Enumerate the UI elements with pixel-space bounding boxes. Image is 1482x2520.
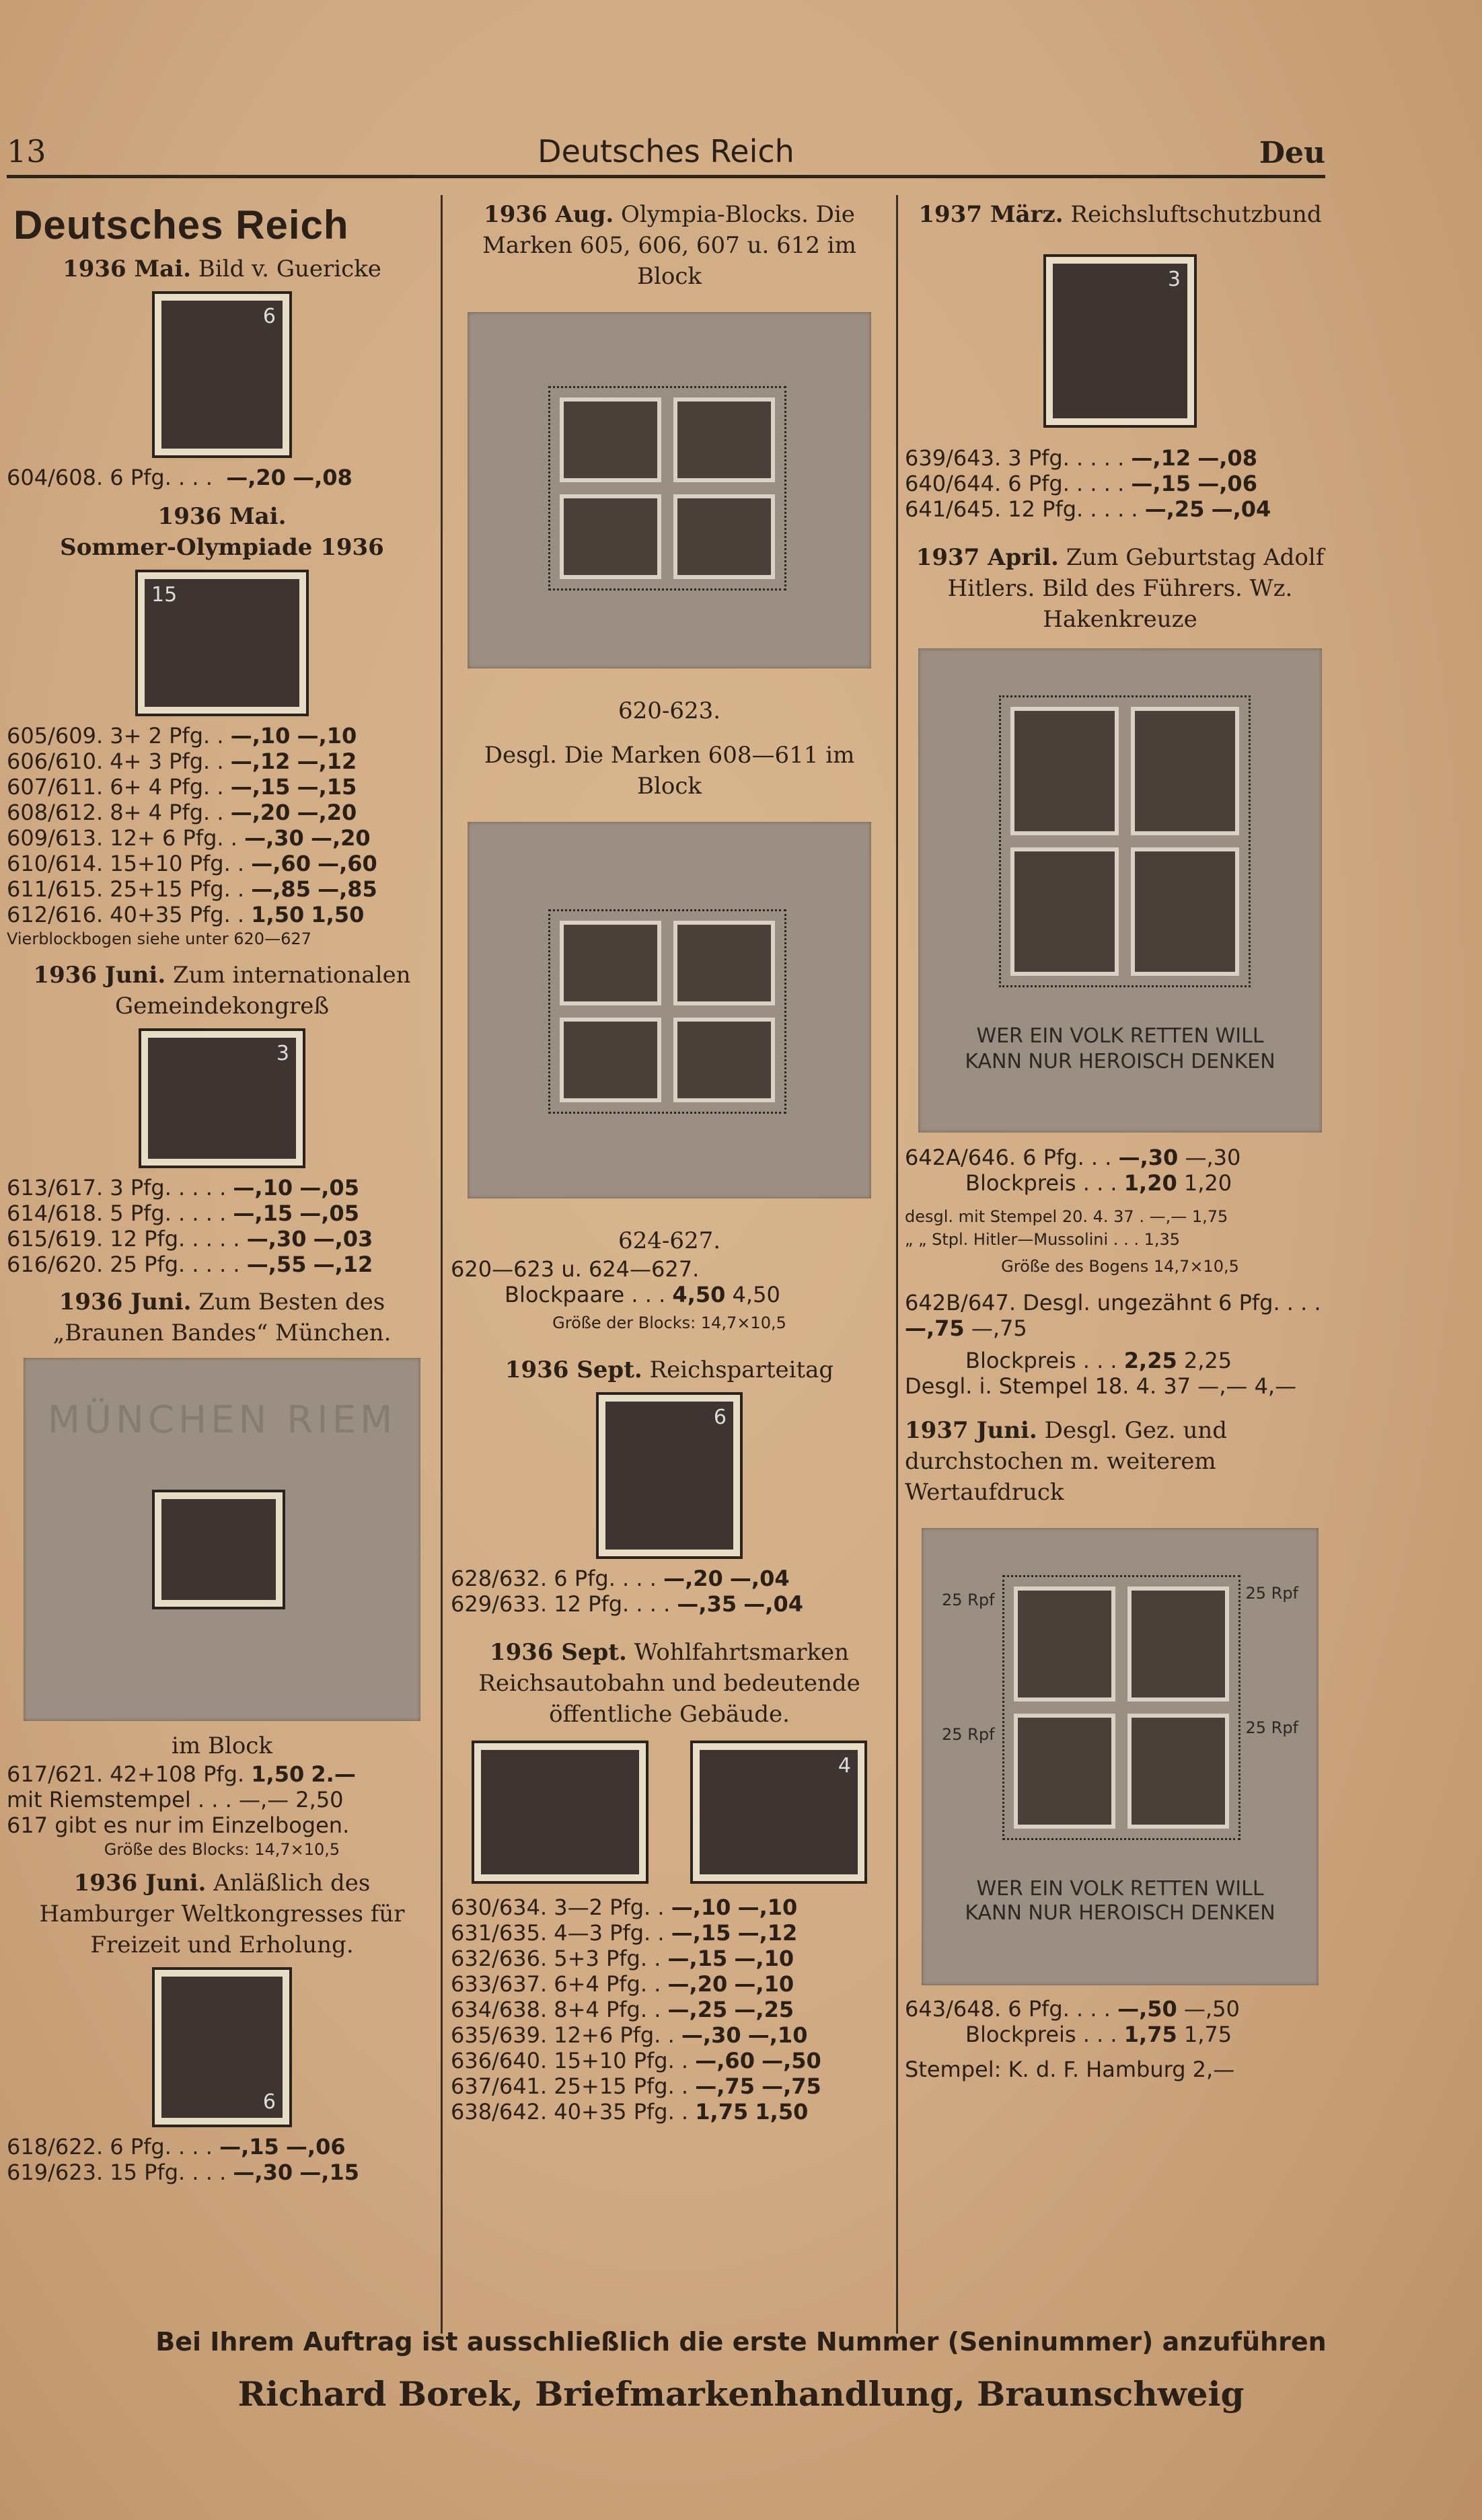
- price-row: [7, 851, 437, 876]
- denomination: 25+15 Pfg. .: [110, 876, 245, 902]
- catalog-number: 615/619.: [7, 1226, 104, 1252]
- price-used: 1,50: [755, 2099, 809, 2125]
- price-used: —,50: [762, 2048, 821, 2073]
- price-used: —,06: [1197, 471, 1257, 496]
- price-row: [7, 876, 437, 902]
- catalog-number: 614/618.: [7, 1200, 104, 1226]
- sheet-block: [548, 909, 786, 1114]
- sheet-slogan: WER EIN VOLK RETTEN WILL: [976, 1024, 1264, 1048]
- issue-heading: [905, 542, 1335, 635]
- price-used: —,10: [747, 2022, 808, 2048]
- sheet-caption: im Block: [172, 1732, 272, 1759]
- price-mint: 1,50: [251, 1761, 305, 1787]
- denomination: 3 Pfg. . . . .: [110, 1175, 227, 1200]
- catalog-number: 632/636.: [451, 1946, 548, 1971]
- catalog-number: 616/620.: [7, 1252, 104, 1277]
- denomination: 3—2 Pfg. .: [554, 1895, 665, 1920]
- note: Vierblockbogen siehe unter 620—627: [7, 929, 311, 948]
- issue-heading: [451, 1354, 888, 1385]
- catalog-number: 629/633.: [451, 1591, 548, 1617]
- issue-desc: Bild v. Guericke: [198, 256, 381, 282]
- catalog-number: 628/632.: [451, 1566, 548, 1591]
- column-divider: [441, 195, 443, 2334]
- price-used: —,75: [762, 2073, 821, 2099]
- catalog-number: 618/622.: [7, 2134, 104, 2160]
- catalog-number: 633/637.: [451, 1971, 548, 1997]
- catalog-number: 641/645.: [905, 496, 1002, 522]
- note: Größe des Bogens 14,7×10,5: [1001, 1257, 1239, 1276]
- catalog-number: 607/611.: [7, 774, 104, 800]
- denomination: 6 Pfg. . . . .: [1008, 471, 1125, 496]
- price-used: —,05: [299, 1200, 359, 1226]
- stamp-value: 6: [713, 1406, 727, 1429]
- price-row: [905, 471, 1335, 496]
- price-row: [451, 1895, 888, 1920]
- price-used: —,20: [310, 825, 371, 851]
- catalog-number: 613/617.: [7, 1175, 104, 1200]
- price-mint: —,20: [226, 465, 286, 490]
- price-mint: —,10: [671, 1895, 731, 1920]
- sheet-stamp: [1014, 1587, 1115, 1702]
- price-list: [7, 2134, 437, 2185]
- denomination: 12+6 Pfg. .: [554, 2022, 675, 2048]
- stamp-image-hamburg: [155, 1970, 289, 2125]
- price-mint: —,12: [1131, 445, 1191, 471]
- price-used: —,03: [313, 1226, 373, 1252]
- issue-date: 1936 Mai.: [157, 503, 287, 530]
- price-extra: Desgl. i. Stempel 18. 4. 37 —,— 4,—: [905, 1373, 1297, 1399]
- denomination: 5+3 Pfg. .: [554, 1946, 661, 1971]
- price-mint: —,15: [233, 1200, 293, 1226]
- price-extra: Stempel: K. d. F. Hamburg 2,—: [905, 2057, 1235, 2082]
- price-used: —,10: [737, 1895, 798, 1920]
- issue-date: 1936 Juni.: [73, 1870, 207, 1897]
- price-row: [905, 445, 1335, 471]
- price-mint: —,25: [1144, 496, 1205, 522]
- denomination: 15+10 Pfg. .: [110, 851, 245, 876]
- price-mint: —,30: [244, 825, 304, 851]
- price-mint: —,35: [677, 1591, 737, 1617]
- price-used: —,15: [297, 774, 357, 800]
- price-used: —,10: [734, 1946, 794, 1971]
- stamp-value: 4: [838, 1754, 851, 1778]
- souvenir-sheet-april: [918, 648, 1322, 1133]
- price-used: —,08: [1197, 445, 1257, 471]
- sheet-slogan: KANN NUR HEROISCH DENKEN: [965, 1901, 1275, 1925]
- price-row: [451, 1971, 888, 1997]
- price-mint: —,15: [219, 2134, 279, 2160]
- denomination: 15+10 Pfg. .: [554, 2048, 689, 2073]
- issue-date: 1937 April.: [916, 544, 1059, 571]
- price-list: [451, 1566, 888, 1617]
- price-used: —,85: [318, 876, 377, 902]
- price-mint: —,20: [667, 1971, 728, 1997]
- denomination: 3 Pfg. . . . .: [1008, 445, 1125, 471]
- price-used: —,12: [297, 749, 357, 774]
- sheet-block: [1002, 1575, 1240, 1840]
- price-row: [7, 1252, 437, 1277]
- denomination: 5 Pfg. . . . .: [110, 1200, 227, 1226]
- price-row: [7, 1761, 437, 1787]
- price-mint: —,12: [230, 749, 291, 774]
- price-extra: 617 gibt es nur im Einzelbogen.: [7, 1812, 350, 1838]
- issue-date: 1936 Juni.: [59, 1289, 192, 1315]
- issue-desc: Desgl. Gez. und durchstochen m. weiterem Wertaufdruck: [905, 1417, 1228, 1506]
- souvenir-sheet-624-627: [468, 822, 871, 1198]
- surcharge-print: 25 Rpf: [942, 1591, 995, 1609]
- price-row: [451, 2099, 888, 2125]
- price-row: [7, 2134, 437, 2160]
- catalog-number: 609/613.: [7, 825, 104, 851]
- price-row: Blockpreis . . . 1,75 1,75: [965, 2022, 1232, 2047]
- blockpaare-row: Blockpaare . . . 4,50 4,50: [505, 1282, 780, 1307]
- price-row: [451, 1946, 888, 1971]
- issue-heading: [7, 254, 437, 284]
- order-note: Bei Ihrem Auftrag ist ausschließlich die erste Nummer (Seninummer) anzuführen: [155, 2327, 1327, 2357]
- issue-date: 1936 Sept.: [505, 1357, 642, 1383]
- issue-heading: [905, 199, 1335, 230]
- issue-date: 1937 März.: [918, 201, 1064, 228]
- price-row: Blockpreis . . . 2,25 2,25: [965, 1348, 1232, 1373]
- sheet-stamp: [673, 397, 775, 482]
- catalog-number: 619/623.: [7, 2160, 104, 2185]
- sheet-stamp: [673, 1018, 775, 1102]
- denomination: 6+4 Pfg. .: [554, 1971, 661, 1997]
- page-header: [7, 128, 1325, 178]
- price-row: 642B/647. Desgl. ungezähnt 6 Pfg. . . . —,75 —,75: [905, 1290, 1321, 1341]
- catalog-number: 608/612.: [7, 800, 104, 825]
- stamp-value: 6: [262, 2090, 276, 2114]
- price-mint: —,10: [233, 1175, 293, 1200]
- issue-date: 1936 Juni.: [33, 962, 166, 989]
- blockpaare-label: 620—623 u. 624—627.: [451, 1256, 700, 1282]
- sheet-caption: 624-627.: [618, 1227, 721, 1254]
- issue-desc: Zum Besten des „Braunen Bandes“ München.: [52, 1289, 392, 1346]
- price-used: —,04: [1211, 496, 1271, 522]
- denomination: 25 Pfg. . . . .: [110, 1252, 240, 1277]
- price-used: —,12: [737, 1920, 798, 1946]
- sheet-stamp: [1131, 847, 1239, 976]
- issue-date: 1936 Sept.: [489, 1639, 627, 1666]
- sheet-watermark: MÜNCHEN RIEM: [47, 1398, 397, 1442]
- price-row: [451, 2048, 888, 2073]
- issue-heading: [7, 1868, 437, 1960]
- price-row: [7, 825, 437, 851]
- denomination: 40+35 Pfg. .: [110, 902, 245, 927]
- sheet-stamp: [560, 397, 661, 482]
- catalog-number: 611/615.: [7, 876, 104, 902]
- price-used: —,04: [729, 1566, 790, 1591]
- price-mint: —,30: [246, 1226, 307, 1252]
- column-2: [451, 195, 888, 2334]
- price-list: [905, 445, 1335, 522]
- denomination: 12 Pfg. . . . .: [110, 1226, 240, 1252]
- price-row: [7, 1226, 437, 1252]
- price-row: [451, 2073, 888, 2099]
- price-mint: —,85: [251, 876, 311, 902]
- catalog-number: 636/640.: [451, 2048, 548, 2073]
- price-used: 2.—: [311, 1761, 356, 1787]
- catalog-number: 637/641.: [451, 2073, 548, 2099]
- price-mint: —,15: [667, 1946, 728, 1971]
- issue-desc: Reichsluftschutzbund: [1070, 201, 1322, 228]
- denomination: 6 Pfg. . . .: [110, 465, 220, 490]
- sheet-stamp: [1131, 707, 1239, 835]
- stamp-image-guericke: [155, 294, 289, 455]
- price-used: —,15: [299, 2160, 359, 2185]
- issue-desc: Reichsparteitag: [649, 1357, 834, 1383]
- price-mint: —,15: [671, 1920, 731, 1946]
- price-row: [7, 902, 437, 927]
- price-row: 643/648. 6 Pfg. . . . —,50 —,50: [905, 1996, 1240, 2022]
- price-mint: —,30: [681, 2022, 741, 2048]
- note: desgl. mit Stempel 20. 4. 37 . —,— 1,75: [905, 1207, 1228, 1226]
- denomination: 6 Pfg. . . .: [110, 2134, 213, 2160]
- issue-desc: Desgl. Die Marken 608—611 im Block: [484, 742, 855, 800]
- price-row: [7, 723, 437, 749]
- page-number: 13: [7, 133, 46, 169]
- catalog-number: 640/644.: [905, 471, 1002, 496]
- denomination: 4+ 3 Pfg. .: [110, 749, 224, 774]
- price-mint: —,10: [230, 723, 291, 749]
- price-used: —,20: [297, 800, 357, 825]
- price-used: —,04: [743, 1591, 803, 1617]
- sheet-stamp: [560, 921, 661, 1005]
- price-row: [7, 774, 437, 800]
- price-row: [451, 1997, 888, 2022]
- issue-date: 1936 Aug.: [484, 201, 614, 228]
- surcharge-print: 25 Rpf: [1245, 1718, 1298, 1737]
- running-title: Deutsches Reich: [538, 133, 794, 169]
- issue-date: 1937 Juni.: [905, 1417, 1037, 1444]
- denomination: 25+15 Pfg. .: [554, 2073, 689, 2099]
- sheet-slogan: KANN NUR HEROISCH DENKEN: [965, 1050, 1275, 1073]
- thumb-tab: Deu: [1259, 136, 1325, 170]
- price-row: [451, 1920, 888, 1946]
- stamp-image-autobahn: [474, 1743, 646, 1881]
- price-row: Blockpreis . . . 1,20 1,20: [965, 1170, 1232, 1196]
- price-list: [451, 1895, 888, 2125]
- price-used: —,60: [318, 851, 377, 876]
- catalog-number: 610/614.: [7, 851, 104, 876]
- sheet-block: [999, 695, 1251, 987]
- denomination: 12 Pfg. . . .: [554, 1591, 671, 1617]
- price-list: [7, 465, 437, 490]
- note: „ „ Stpl. Hitler—Mussolini . . . 1,35: [905, 1230, 1181, 1249]
- catalog-number: 639/643.: [905, 445, 1002, 471]
- issue-heading: [7, 501, 437, 563]
- price-used: —,25: [734, 1997, 794, 2022]
- price-used: —,10: [297, 723, 357, 749]
- catalog-number: 604/608.: [7, 465, 104, 490]
- issue-desc: Anläßlich des Hamburger Weltkongresses für Freizeit und Erholung.: [39, 1870, 405, 1958]
- sheet-block: [548, 386, 786, 590]
- sheet-stamp: [1010, 847, 1119, 976]
- issue-desc: Olympia-Blocks. Die Marken 605, 606, 607 u. 612 im Block: [482, 201, 856, 290]
- issue-heading: [7, 1287, 437, 1348]
- denomination: 8+4 Pfg. .: [554, 1997, 661, 2022]
- catalog-number: 605/609.: [7, 723, 104, 749]
- stamp-image-luftschutz: [1046, 257, 1194, 425]
- sheet-stamp: [1127, 1714, 1229, 1829]
- stamp-image-gebaeude: [693, 1743, 864, 1881]
- price-row: 642A/646. 6 Pfg. . . —,30 —,30: [905, 1145, 1241, 1170]
- sheet-stamp: [1010, 707, 1119, 835]
- note: Größe des Blocks: 14,7×10,5: [104, 1840, 340, 1859]
- note: Größe der Blocks: 14,7×10,5: [552, 1313, 786, 1332]
- denomination: 40+35 Pfg. .: [554, 2099, 689, 2125]
- issue-heading: [905, 1415, 1335, 1508]
- sheet-stamp: [560, 1018, 661, 1102]
- price-used: 1,50: [311, 902, 365, 927]
- price-mint: 1,75: [695, 2099, 749, 2125]
- denomination: 42+108 Pfg.: [110, 1761, 245, 1787]
- price-row: [7, 749, 437, 774]
- stamp-image-gemeinde: [141, 1031, 303, 1166]
- price-row: [451, 1591, 888, 1617]
- denomination: 3+ 2 Pfg. .: [110, 723, 224, 749]
- price-row: [7, 2160, 437, 2185]
- souvenir-sheet-braunes-band: [24, 1358, 420, 1721]
- stamp-pair: [451, 1736, 888, 1888]
- price-mint: —,20: [230, 800, 291, 825]
- stamp-value: 6: [262, 305, 276, 328]
- price-mint: 1,50: [251, 902, 305, 927]
- catalog-number: 630/634.: [451, 1895, 548, 1920]
- sheet-stamp: [155, 1492, 283, 1607]
- price-used: —,12: [313, 1252, 373, 1277]
- surcharge-print: 25 Rpf: [1245, 1584, 1298, 1603]
- souvenir-sheet-juni: [922, 1528, 1319, 1985]
- price-used: —,05: [299, 1175, 359, 1200]
- sheet-stamp: [560, 494, 661, 579]
- price-row: [905, 496, 1335, 522]
- denomination: 15 Pfg. . . .: [110, 2160, 227, 2185]
- sheet-slogan: WER EIN VOLK RETTEN WILL: [976, 1877, 1264, 1901]
- price-mint: —,15: [1131, 471, 1191, 496]
- issue-desc: Sommer-Olympiade 1936: [60, 534, 384, 561]
- issue-desc: Zum Geburtstag Adolf Hitlers. Bild des Führers. Wz. Hakenkreuze: [947, 544, 1325, 633]
- price-row: [7, 1200, 437, 1226]
- stamp-value: 3: [276, 1042, 289, 1065]
- denomination: 12+ 6 Pfg. .: [110, 825, 237, 851]
- souvenir-sheet-620-623: [468, 312, 871, 669]
- issue-desc: Zum internationalen Gemeindekongreß: [114, 962, 411, 1020]
- price-row: [451, 1566, 888, 1591]
- price-list: [7, 1761, 437, 1787]
- catalog-number: 635/639.: [451, 2022, 548, 2048]
- price-list: [7, 723, 437, 927]
- denomination: 6 Pfg. . . .: [554, 1566, 657, 1591]
- price-row: [7, 1175, 437, 1200]
- stamp-image-olympia: [138, 572, 306, 714]
- sheet-stamp: [1014, 1714, 1115, 1829]
- catalog-number: 606/610.: [7, 749, 104, 774]
- price-mint: —,25: [667, 1997, 728, 2022]
- column-divider: [896, 195, 898, 2334]
- sheet-caption: 620-623.: [618, 697, 721, 724]
- stamp-value: 3: [1167, 268, 1181, 291]
- price-mint: —,15: [230, 774, 291, 800]
- publisher-line: Richard Borek, Briefmarkenhandlung, Braunschweig: [237, 2374, 1245, 2414]
- issue-heading: [451, 1637, 888, 1730]
- price-mint: —,75: [695, 2073, 755, 2099]
- price-row: [7, 800, 437, 825]
- stamp-value: 15: [151, 583, 178, 607]
- issue-date: 1936 Mai.: [63, 256, 191, 282]
- column-3: [905, 195, 1335, 2334]
- catalog-number: 612/616.: [7, 902, 104, 927]
- denomination: 4—3 Pfg. .: [554, 1920, 665, 1946]
- price-used: —,08: [293, 465, 353, 490]
- price-mint: —,20: [663, 1566, 723, 1591]
- issue-desc: Wohlfahrtsmarken Reichsautobahn und bedeutende öffentliche Gebäude.: [478, 1639, 860, 1728]
- issue-heading: [451, 199, 888, 292]
- denomination: 8+ 4 Pfg. .: [110, 800, 224, 825]
- sheet-stamp: [673, 494, 775, 579]
- price-mint: —,60: [251, 851, 311, 876]
- price-mint: —,60: [695, 2048, 755, 2073]
- price-extra: mit Riemstempel . . . —,— 2,50: [7, 1787, 344, 1812]
- sheet-stamp: [1127, 1587, 1229, 1702]
- denomination: 6+ 4 Pfg. .: [110, 774, 224, 800]
- price-list: [7, 1175, 437, 1277]
- denomination: 12 Pfg. . . . .: [1008, 496, 1138, 522]
- price-mint: —,30: [233, 2160, 293, 2185]
- price-used: —,06: [285, 2134, 346, 2160]
- catalog-number: 617/621.: [7, 1761, 104, 1787]
- price-row: [451, 2022, 888, 2048]
- section-title: Deutsches Reich: [13, 202, 349, 247]
- surcharge-print: 25 Rpf: [942, 1725, 995, 1744]
- stamp-image-parteitag: [599, 1395, 740, 1556]
- price-row: [7, 465, 437, 490]
- price-used: —,10: [734, 1971, 794, 1997]
- catalog-number: 638/642.: [451, 2099, 548, 2125]
- issue-heading: [7, 960, 437, 1022]
- catalog-number: 634/638.: [451, 1997, 548, 2022]
- catalog-number: 631/635.: [451, 1920, 548, 1946]
- column-1: [7, 195, 437, 2334]
- sheet-stamp: [673, 921, 775, 1005]
- price-mint: —,55: [246, 1252, 307, 1277]
